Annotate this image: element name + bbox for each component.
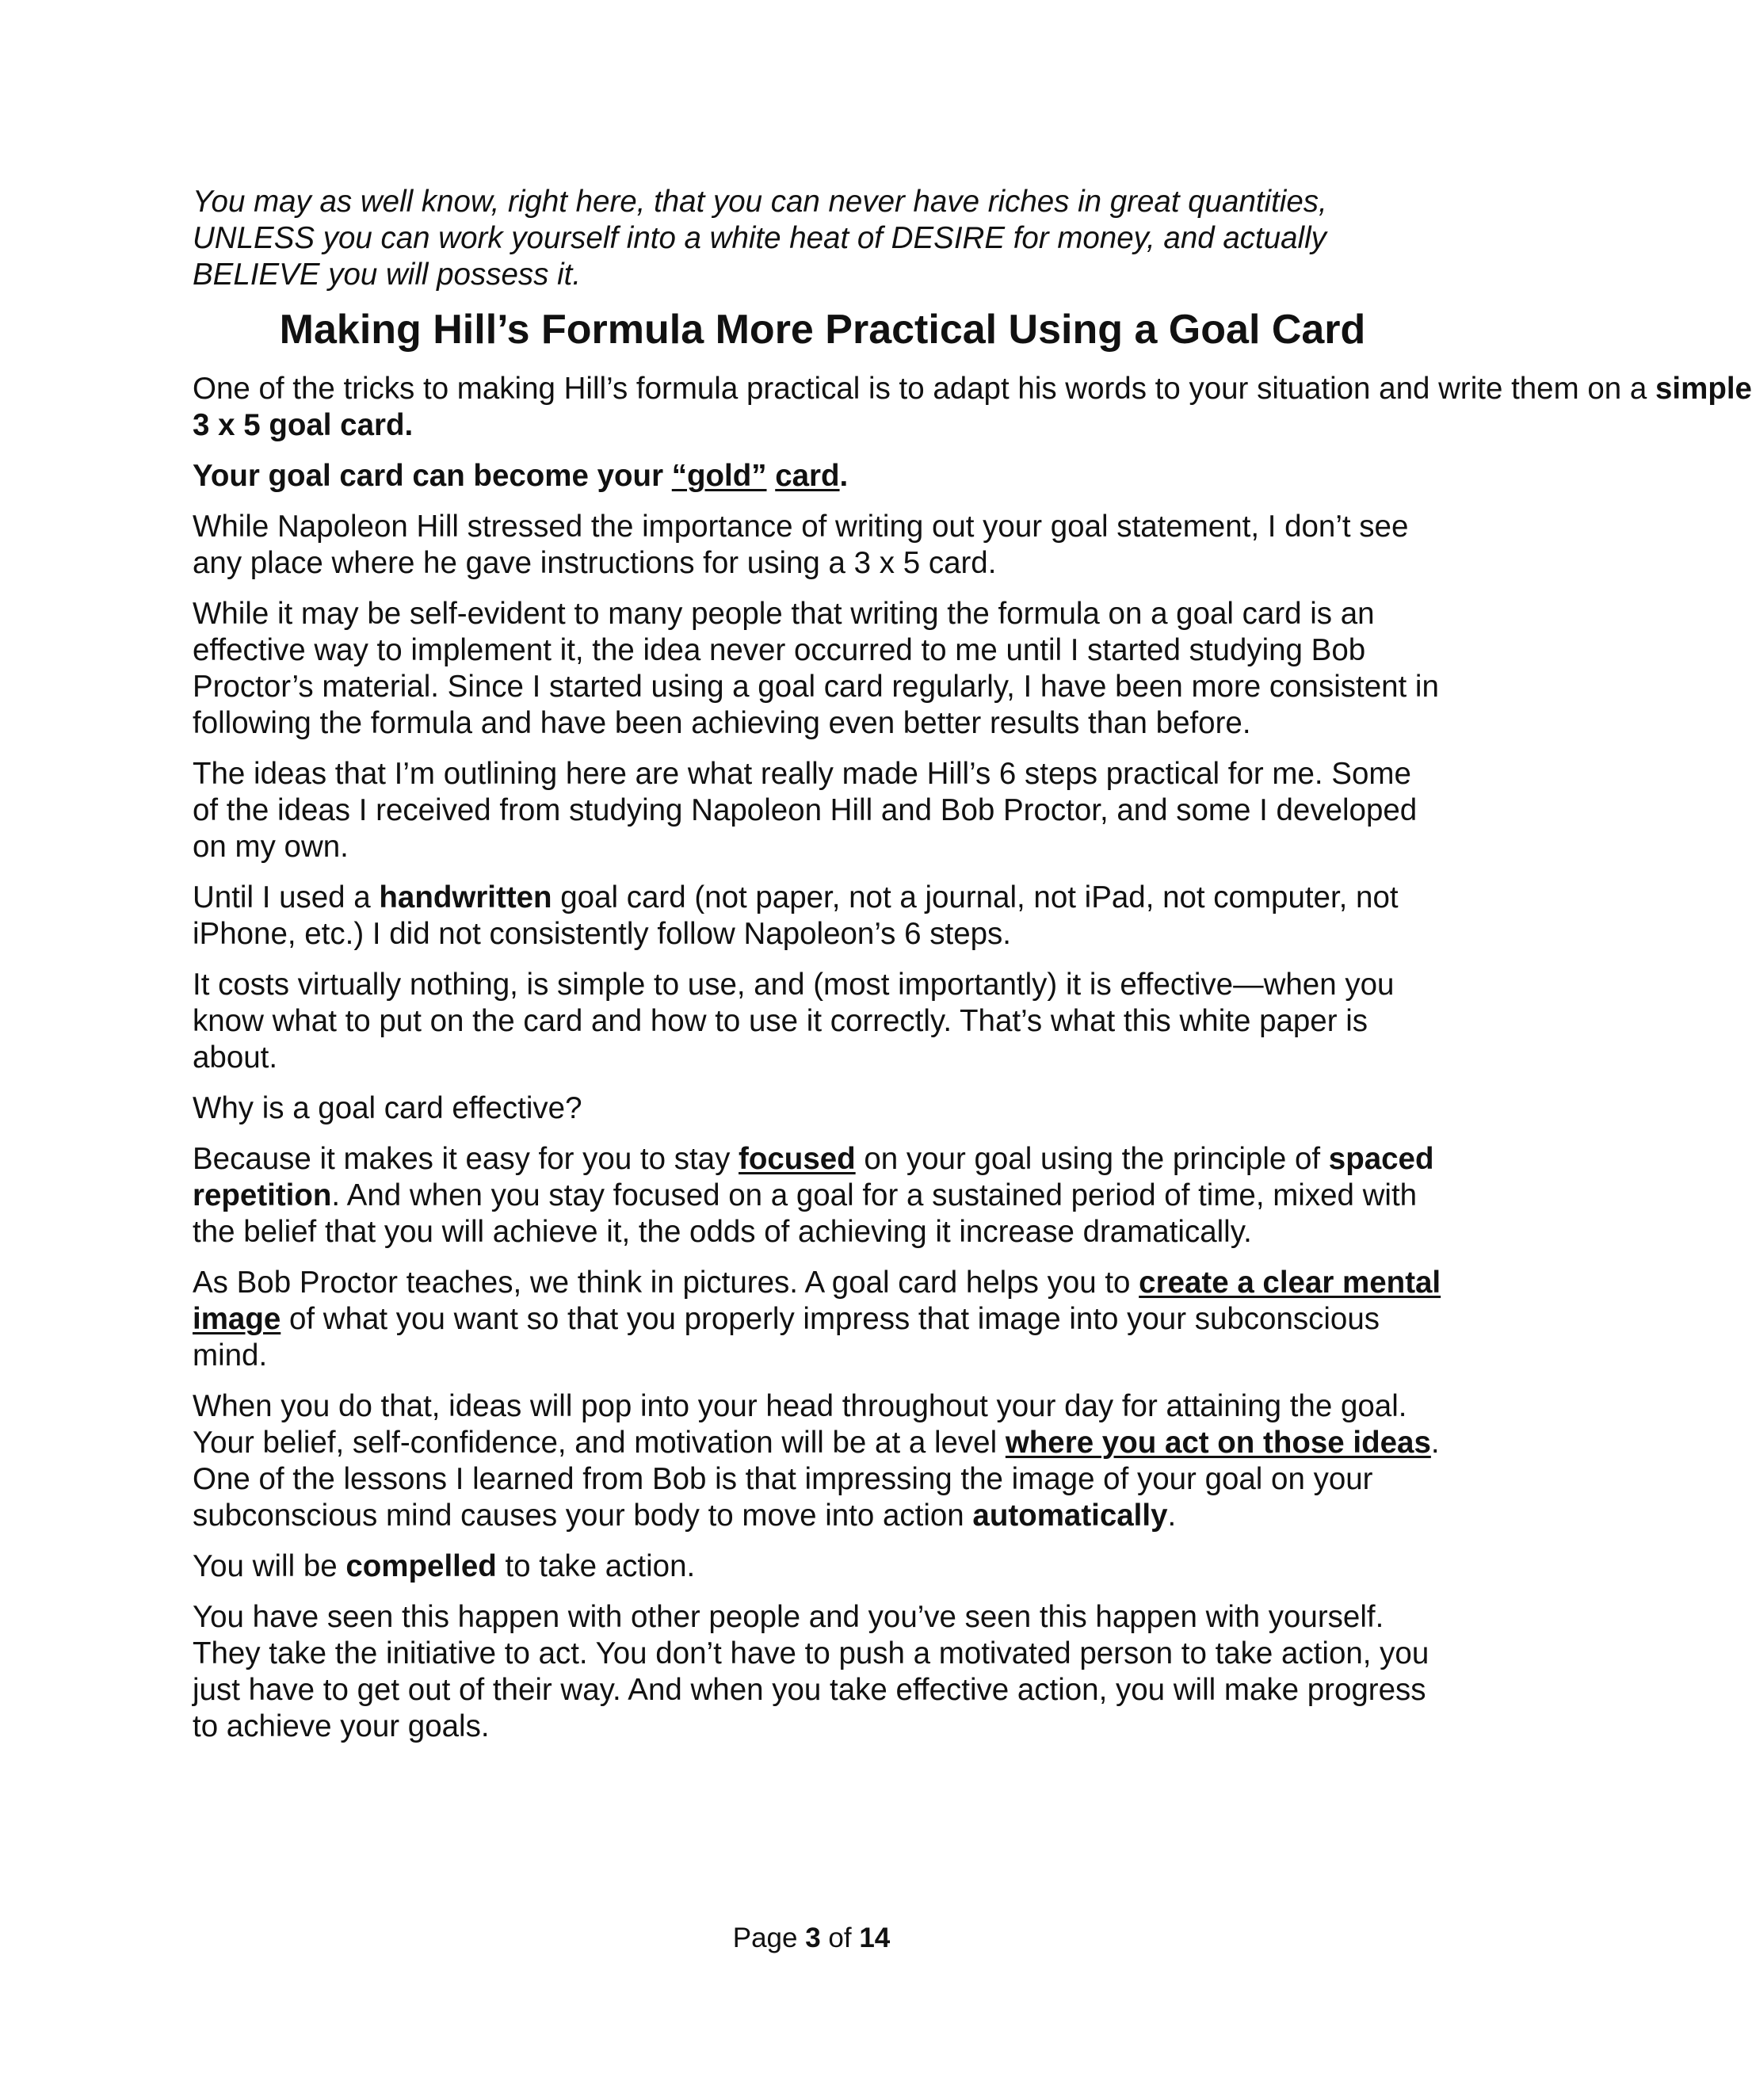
paragraph-compelled (193, 1548, 1445, 1585)
paragraph-why-effective: Why is a goal card effective? (193, 1091, 582, 1125)
underlined-gold: “gold” (671, 459, 767, 493)
hill-quote: You may as well know, right here, that you can never have riches in great quantities, UNLESS you can work yourself into a white heat of DESIRE for money, and actually BELIEVE you will possess it. (193, 185, 1327, 292)
paragraph-handwritten (193, 880, 1445, 953)
page-number: 3 (805, 1922, 821, 1953)
of-label: of (820, 1922, 860, 1953)
paragraph-ideas-pop (193, 1388, 1445, 1534)
bold-phrase: automatically (972, 1499, 1168, 1533)
underlined-clear-image: create a clear mental image (193, 1266, 1441, 1336)
paragraph-gold-card (193, 458, 1445, 494)
paragraph-ideas-outline: The ideas that I’m outlining here are what really made Hill’s 6 steps practical for me. Some of the ideas I received from studying Napoleon Hill and Bob Proctor, and some I developed on my own. (193, 757, 1418, 864)
paragraph-seen-this-happen: You have seen this happen with other people and you’ve seen this happen with yourself. They take the initiative to act. You don’t have to push a motivated person to take action, you just have to get out of their way. And when you take effective action, you will make progress to achieve your goals. (193, 1600, 1429, 1743)
text-span: One of the tricks to making Hill’s formula practical is to adapt his words to your situation and write them on a (193, 372, 1655, 406)
text-span: . One of the lessons I learned from Bob is that impressing the image of your goal on your subconscious mind causes your body to move into action (193, 1426, 1440, 1533)
paragraph-goal-card-intro (193, 371, 1752, 444)
text-span: . (839, 459, 849, 493)
bold-phrase: compelled (345, 1549, 497, 1583)
bold-phrase: simple 3 x 5 goal card. (193, 372, 1752, 442)
text-span: . (1167, 1499, 1177, 1533)
total-pages: 14 (859, 1922, 891, 1953)
bold-phrase: Your goal card can become your (193, 459, 672, 493)
bold-phrase: spaced repetition (193, 1142, 1434, 1212)
text-span: on your goal using the principle of (855, 1142, 1329, 1176)
page-footer (0, 1922, 1623, 1955)
text-span: When you do that, ideas will pop into your head throughout your day for attaining the goal. Your belief, self-confidence, and motivation will be at a level (193, 1389, 1407, 1460)
text-span: You will be (193, 1549, 346, 1583)
text-span: goal card (not paper, not a journal, not iPad, not computer, not iPhone, etc.) I did not consistently follow Napoleon’s 6 steps. (193, 880, 1399, 951)
section-title: Making Hill’s Formula More Practical Using a Goal Card (279, 307, 1366, 353)
text-span: Because it makes it easy for you to stay (193, 1142, 739, 1176)
underlined-act-on-ideas: where you act on those ideas (1005, 1426, 1431, 1460)
text-span: to take action. (496, 1549, 696, 1583)
text-span: . And when you stay focused on a goal for a sustained period of time, mixed with the belief that you will achieve it, the odds of achieving it increase dramatically. (193, 1178, 1418, 1249)
underlined-card: card (775, 459, 840, 493)
bold-phrase: handwritten (379, 880, 552, 914)
paragraph-hill-instructions: While Napoleon Hill stressed the importance of writing out your goal statement, I don’t see any place where he gave instructions for using a 3 x 5 card. (193, 510, 1409, 580)
underlined-focused: focused (739, 1142, 856, 1176)
text-span: of what you want so that you properly impress that image into your subconscious mind. (193, 1302, 1380, 1373)
paragraph-self-evident: While it may be self-evident to many people that writing the formula on a goal card is an effective way to implement it, the idea never occurred to me until I started studying Bob Proctor’s material. Since I started using a goal card regularly, I have been more consistent in following the formula and have been achieving even better results than before. (193, 597, 1439, 740)
page-label: Page (732, 1922, 806, 1953)
text-span: Until I used a (193, 880, 380, 914)
document-body (193, 184, 1752, 1745)
paragraph-costs-nothing: It costs virtually nothing, is simple to use, and (most importantly) it is effective—when you know what to put on the card and how to use it correctly. That’s what this white paper is about. (193, 968, 1395, 1075)
text-span: As Bob Proctor teaches, we think in pictures. A goal card helps you to (193, 1266, 1139, 1300)
text-span (767, 459, 776, 493)
paragraph-think-in-pictures (193, 1265, 1445, 1374)
paragraph-focused (193, 1141, 1445, 1250)
